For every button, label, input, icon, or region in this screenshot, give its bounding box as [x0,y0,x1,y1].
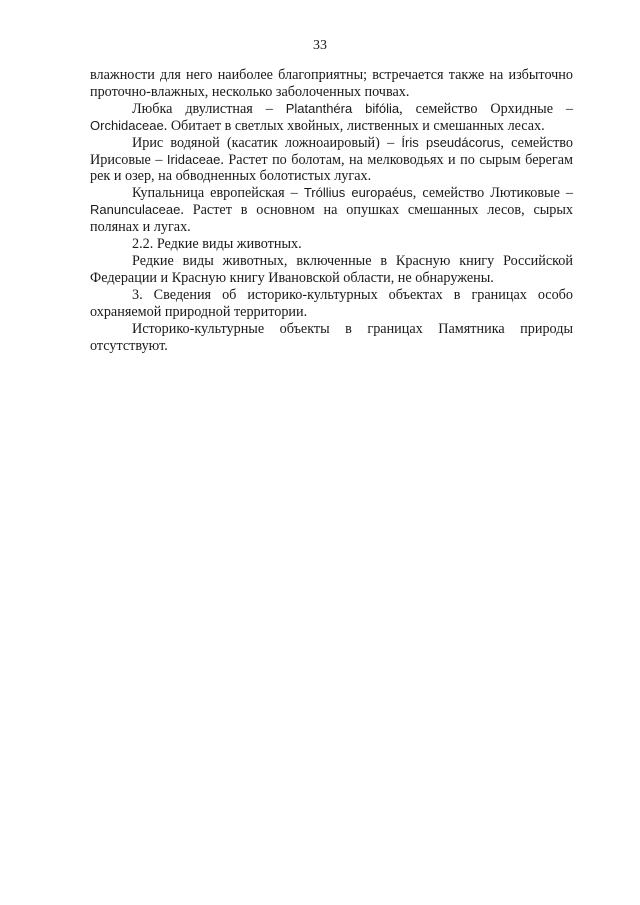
family-label: , семейство Ирисовые – [90,134,573,168]
family-label: , семейство Орхидные – [399,100,574,117]
species-common-name: Ирис водяной (касатик ложноаировый) – [132,134,402,151]
family-latin-name: Orchidaceae [90,117,164,133]
paragraph-continuation: влажности для него наиболее благоприятны; встречается также на избыточно проточно-влажных, несколько заболоченных почвах. [90,67,573,100]
habitat-text: . Обитает в светлых хвойных, лиственных и смешанных лесах. [163,117,545,134]
habitat-text: . Растет в основном на опушках смешанных лесов, сырых полянах и лугах. [90,202,573,236]
paragraph-rare-animals: Редкие виды животных, включенные в Красную книгу Российской Федерации и Красную книгу Ивановской области, не обнаружены. [90,252,573,286]
section-heading-rare-animals: 2.2. Редкие виды животных. [132,236,302,253]
species-common-name: Купальница европейская – [132,185,304,202]
page-number: 33 [313,38,327,53]
paragraph-iris [90,135,573,186]
section-heading-cultural-objects: 3. Сведения об историко-культурных объектах в границах особо охраняемой природной территории. [90,286,573,320]
species-latin-name: Platanthéra bifólia [285,100,400,116]
document-body [90,67,573,354]
species-latin-name: Íris pseudácorus [401,134,501,150]
paragraph-trollius [90,185,573,236]
habitat-text: . Растет по болотам, на мелководьях и по сырым берегам рек и озер, на обводненных болотистых лугах. [90,151,573,185]
family-latin-name: Ranunculaceae [90,202,181,218]
paragraph-cultural-objects: Историко-культурные объекты в границах Памятника природы отсутствуют. [90,320,573,354]
species-latin-name: Tróllius europaéus [303,185,413,201]
family-label: , семейство Лютиковые – [412,185,574,202]
species-common-name: Любка двулистная – [132,100,286,117]
paragraph-platanthera [90,101,573,135]
family-latin-name: Iridaceae [166,151,221,167]
